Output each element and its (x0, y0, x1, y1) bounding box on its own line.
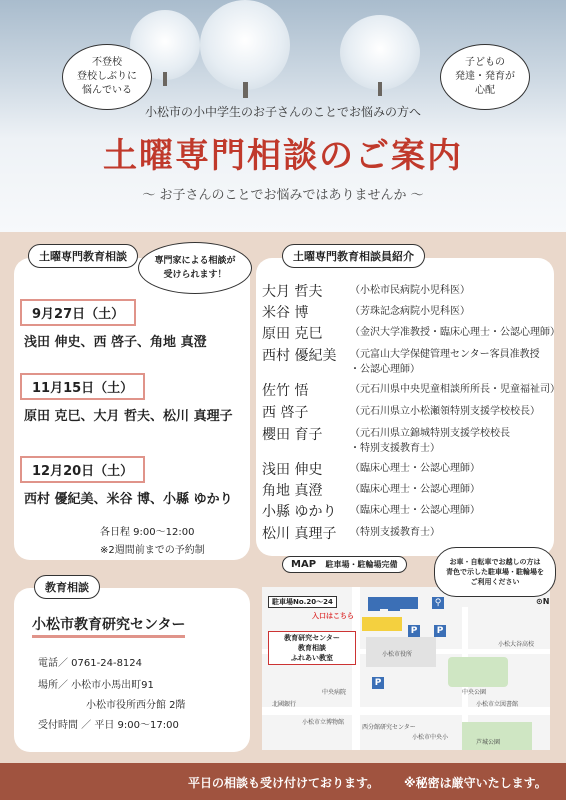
map-label: 北國銀行 (272, 701, 297, 708)
counselor-role: （小松市民病院小児科医） (350, 285, 470, 296)
contact-hours: 受付時間 ／ 平日 9:00～17:00 (38, 720, 179, 731)
entrance-label: 入口はこちら (312, 612, 354, 620)
counselor-role: （臨床心理士・公認心理師） (350, 484, 480, 495)
counselor-name: 浅田 伸史 (262, 462, 323, 478)
reservation-note: ※2週間前までの予約制 (100, 545, 205, 556)
counselor-name: 松川 真理子 (262, 526, 337, 542)
counselor-name: 大月 哲夫 (262, 284, 323, 300)
center-box-line: 教育相談 (298, 644, 326, 652)
bubble-text: 心配 (475, 85, 495, 96)
tree-trunk (243, 82, 248, 98)
page-title: 土曜専門相談のご案内 (103, 136, 463, 176)
counselor-name: 原田 克巳 (262, 326, 323, 342)
map-label: 小松市中央小 (412, 734, 449, 741)
footer-privacy-note: ※秘密は厳守いたします。 (404, 776, 547, 790)
worry-bubble-right (440, 44, 530, 110)
contact-tag: 教育相談 (34, 575, 100, 599)
bubble-text: 悩んでいる (82, 85, 132, 96)
session-counselors: 原田 克巳、大月 哲夫、松川 真理子 (24, 409, 233, 424)
north-indicator: ⊙N (536, 597, 550, 606)
counselor-role: （金沢大学准教授・臨床心理士・公認心理師） (350, 327, 560, 338)
north-label: N (542, 597, 550, 606)
bubble-text: 受けられます！ (163, 270, 227, 280)
map-road (262, 707, 550, 715)
session-date: 9月27日（土） (20, 299, 136, 326)
bicycle-icon: ⚲ (432, 597, 444, 609)
session-counselors: 浅田 伸史、西 啓子、角地 真澄 (24, 335, 207, 350)
counselor-role: （臨床心理士・公認心理師） (350, 505, 480, 516)
counselor-name: 小縣 ゆかり (262, 504, 337, 520)
counselor-name: 米谷 博 (262, 305, 309, 321)
map-label: 小松市立博物館 (302, 719, 345, 726)
map-label: 小松大谷高校 (498, 641, 535, 648)
session-date: 12月20日（土） (20, 456, 145, 483)
counselor-role: ・特別支援教育士） (350, 443, 440, 454)
bubble-text: 不登校 (92, 57, 122, 68)
center-box-line: ふれあい教室 (291, 654, 333, 662)
tree-trunk (163, 72, 167, 86)
hero-banner (0, 0, 566, 232)
contact-place: 場所／ 小松市小馬出町91 (38, 680, 154, 691)
map-tag-label: MAP (291, 559, 317, 570)
map-label: 西分館研究センター (362, 724, 416, 731)
counselor-role: （臨床心理士・公認心理師） (350, 463, 480, 474)
contact-place-2: 小松市役所西分館 2階 (86, 700, 186, 711)
counselor-name: 西 啓子 (262, 405, 309, 421)
bubble-text: 登校しぶりに (77, 71, 137, 82)
bubble-text: ご利用ください (470, 578, 520, 586)
counselor-name: 角地 真澄 (262, 483, 323, 499)
bubble-text: 青色で示した駐車場・駐輪場を (446, 568, 544, 576)
city-hall-building (368, 597, 418, 609)
snow-tree-center (200, 0, 290, 90)
access-map (262, 587, 550, 750)
page-subtitle: ～ お子さんのことでお悩みではありませんか ～ (142, 188, 424, 203)
tree-trunk (378, 82, 382, 96)
parking-icon: P (434, 625, 446, 637)
counselor-role: （元石川県立小松瀬領特別支援学校校長） (350, 406, 540, 417)
center-box-line: 教育研究センター (284, 634, 340, 642)
counselor-role: （元富山大学保健管理センター客員准教授 (350, 349, 540, 360)
education-center-building (362, 617, 402, 631)
contact-phone: 電話／ 0761-24-8124 (38, 658, 143, 669)
parking-icon: P (408, 625, 420, 637)
expert-note-bubble (138, 242, 252, 294)
schedule-tag: 土曜専門教育相談 (28, 244, 138, 268)
map-label: 中央病院 (322, 689, 347, 696)
session-counselors: 西村 優紀美、米谷 博、小縣 ゆかり (24, 492, 233, 507)
counselor-name: 櫻田 育子 (262, 427, 323, 443)
counselor-name: 佐竹 悟 (262, 383, 309, 399)
map-label: 小松市立図書館 (476, 701, 519, 708)
map-label: 中央公園 (462, 689, 487, 696)
map-note-bubble (434, 547, 556, 597)
counselor-role: （元石川県立錦城特別支援学校校長 (350, 428, 510, 439)
counselor-name: 西村 優紀美 (262, 348, 337, 364)
session-time: 各日程 9:00～12:00 (100, 527, 195, 538)
parking-icon: P (372, 677, 384, 689)
counselor-role: （特別支援教育士） (350, 527, 440, 538)
counselor-role: ・公認心理師） (350, 364, 420, 375)
bubble-text: 専門家による相談が (154, 256, 236, 266)
lead-text: 小松市の小中学生のお子さんのことでお悩みの方へ (144, 105, 421, 119)
bubble-text: 発達・発育が (455, 71, 515, 82)
parking-label: 駐車場No.20～24 (268, 596, 337, 608)
center-box (268, 631, 356, 665)
counselor-role: （芳珠記念病院小児科医） (350, 306, 470, 317)
session-date: 11月15日（土） (20, 373, 145, 400)
center-name: 小松市教育研究センター (32, 614, 185, 638)
counselors-tag: 土曜専門教育相談員紹介 (282, 244, 425, 268)
counselor-role: （元石川県中央児童相談所所長・児童福祉司） (350, 384, 560, 395)
map-tag (282, 556, 407, 573)
footer-weekday-note: 平日の相談も受け付けております。 (188, 776, 380, 790)
park-block (448, 657, 508, 687)
worry-bubble-left (62, 44, 152, 110)
map-parking-title: 駐車場・駐輪場完備 (325, 560, 398, 569)
bubble-text: 子どもの (465, 57, 505, 68)
footer-bar (0, 763, 566, 800)
bubble-text: お車・自転車でお越しの方は (449, 558, 541, 566)
snow-tree-right (340, 15, 420, 90)
map-label: 小松市役所 (382, 651, 413, 658)
map-label: 芦城公園 (476, 739, 501, 746)
